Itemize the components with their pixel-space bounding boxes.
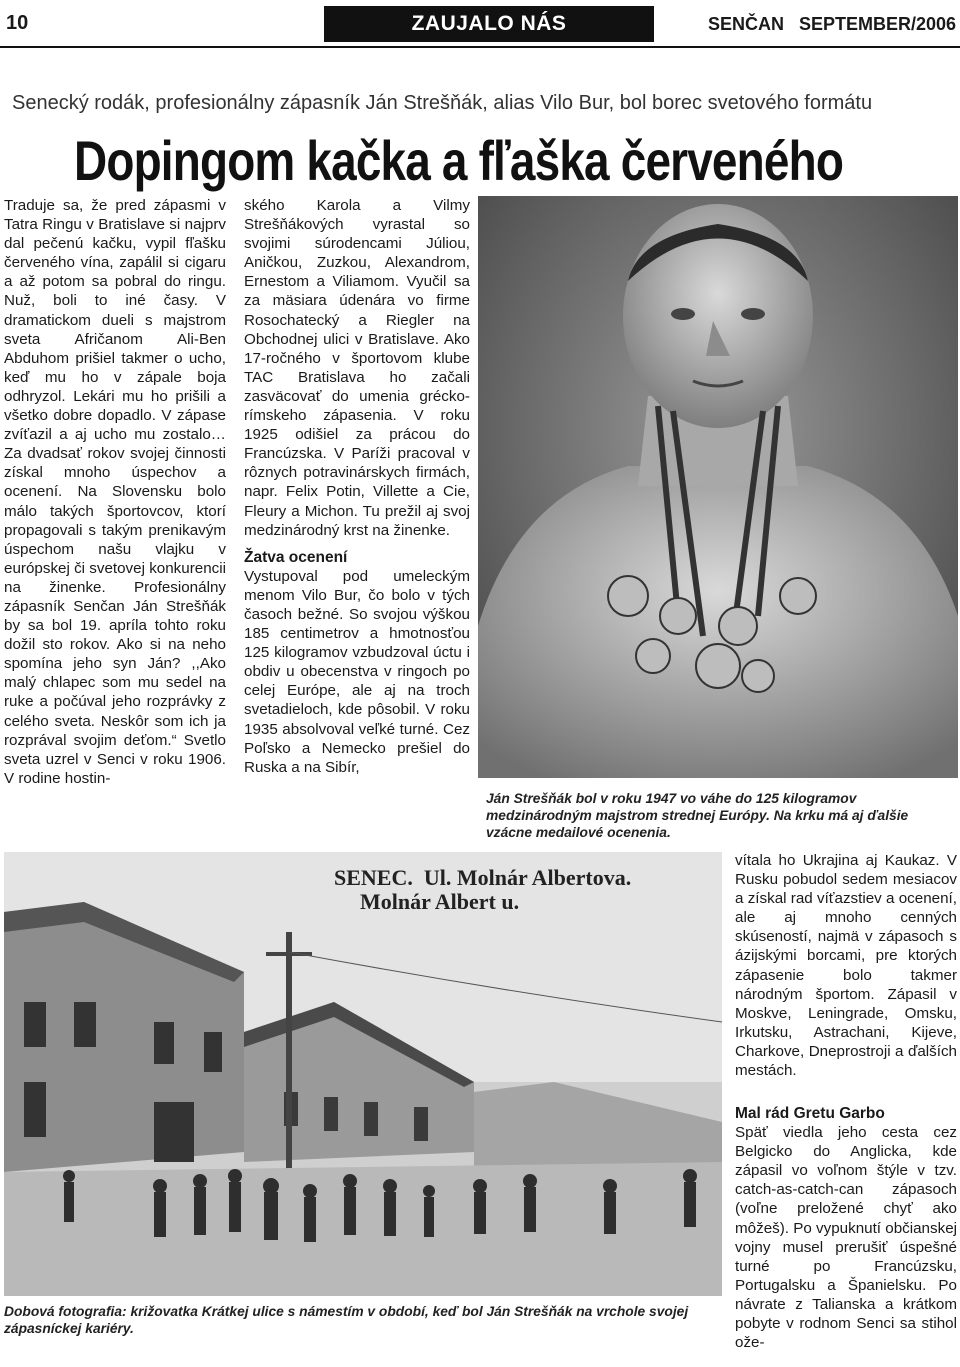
article-column-2 (244, 196, 470, 777)
street-photo-caption: Dobová fotografia: križovatka Krátkej ulice s námestím v období, keď bol Ján Strešňák na vrchole svojej zápasníckej kariéry. (4, 1304, 689, 1336)
column-1-text: Traduje sa, že pred zápasmi v Tatra Ringu v Bratislave si najprv dal pečenú kačku, vypil fľašku červeného vína, zapálil si cigaru a až potom sa pobral do ringu. Nuž, boli to iné časy. V dramatickom dueli s majstrom sveta Afričanom Ali-Ben Abduhom prišiel takmer o ucho, keď mu ho v zápale boja odhryzol. Lekári mu ho prišili a všetko dobre dopadlo. V zápase zvíťazil a aj ucho mu zostalo… Za dvadsať rokov svojej činnosti získal mnoho úspechov a ocenení. Na Slovensku bolo málo takých športovcov, ktorí propagovali s takým prenikavým úspechom našu vlajku v európskej či svetovej konkurencii na žinenke. Profesionálny zápasník Senčan Ján Strešňák by sa bol 19. apríla tohto roku dožil sto rokov. Ako si na neho spomína jeho syn Ján? ,,Ako malý chlapec som mu sedel na ruke a počúval jeho rozprávky z celého sveta. Neskôr som ich ja rozprával svojim deťom.“ Svetlo sveta uzrel v Senci v roku 1906. V rodine hostin- (4, 197, 227, 787)
column-3b-text: Späť viedla jeho cesta cez Belgicko do Anglicka, kde zápasil vo voľnom štýle v tzv. catch-as-catch-can zápasoch (voľne preložené chyť ako môžeš). Po vypuknutí občianskej vojny musel prerušiť úspešné turné po Francúzsku, Portugalsku a Španielsku. Po návrate z Talianska a krátkom pobyte v rodnom Senci sa stihol ože- (735, 1124, 958, 1352)
column-2b-text: Vystupoval pod umeleckým menom Vilo Bur, čo bolo v tých časoch bežné. So svojou výškou 185 centimetrov a hmotnosťou 125 kilogramov vzbudzoval úctu i obdiv u obecenstva v ringoch po celej Európe, ale aj na troch svetadieloch, kde pôsobil. V roku 1935 absolvoval veľké turné. Cez Poľsko a Nemecko prešiel do Ruska a na Sibír, (244, 567, 470, 776)
header-rule (0, 46, 960, 48)
street-sign-line-2: Molnár Albert u. (360, 889, 520, 914)
portrait-caption: Ján Strešňák bol v roku 1947 vo váhe do 125 kilogramov medzinárodným majstrom strednej Európy. Na krku má aj ďalšie vzácne medailové ocenenia. (486, 791, 909, 840)
subhead-greta: Mal rád Gretu Garbo (735, 1105, 885, 1122)
subhead-zatva: Žatva ocenení (244, 548, 348, 566)
street-photo (4, 852, 722, 1296)
column-3-text: vítala ho Ukrajina aj Kaukaz. V Rusku pobudol sedem mesiacov a získal rad víťazstiev a ocenení, ale aj mnoho cenných skúseností, najmä v zápasoch s ázijskými borcami, pre ktorých zápasenie bolo takmer národným športom. Zápasil v Moskve, Leningrade, Omsku, Irkutsku, Astrachani, Kijeve, Charkove, Dneprostroji a ďalších mestách. (735, 852, 957, 1080)
column-2-text: ského Karola a Vilmy Strešňákových vyrastal so svojimi súrodencami Júliou, Aničkou, Zuzkou, Alexandrom, Ernestom a Viliamom. Vyučil sa za mäsiara údenára vo firme Rosochatecký a Riegler na Obchodnej ulici v Bratislave. Ako 17-ročného v športovom klube TAC Bratislava ho začali zasväcovať do umenia grécko-rímskeho zápasenia. V roku 1925 odišiel za prácou do Francúzska. V Paríži pracoval v rôznych potravinárskych firmách, napr. Felix Potin, Villette a Cie, Fleury a Michon. Tu prežil aj svoj medzinárodný krst na žinenke. (244, 197, 470, 539)
portrait-photo (478, 196, 958, 778)
street-sign-line-1: SENEC. Ul. Molnár Albertova. (334, 865, 632, 890)
article-kicker: Senecký rodák, profesionálny zápasník Ján Strešňák, alias Vilo Bur, bol borec svetového formátu (12, 92, 873, 114)
page-number: 10 (6, 12, 29, 34)
street-sign-text (334, 866, 631, 914)
section-title: ZAUJALO NÁS (324, 6, 654, 42)
article-column-3b (735, 1104, 957, 1352)
article-column-1 (4, 196, 226, 788)
publication-date: SENČAN SEPTEMBER/2006 (708, 14, 957, 34)
article-headline: Dopingom kačka a fľaška červeného (74, 129, 844, 192)
article-column-3 (735, 851, 957, 1080)
